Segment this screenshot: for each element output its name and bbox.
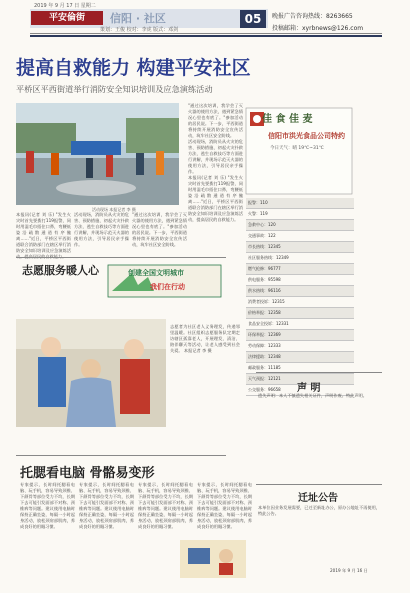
tech-headline: 托腮看电脑 骨骼易变形 — [20, 466, 155, 481]
relocation-divider — [256, 484, 382, 485]
header-divider — [30, 33, 382, 34]
article-lead: 本报讯(记者 刘 乐) "发生火灾时首先要拨打119报警，同时用湿毛巾捂住口鼻，弯腰低姿沿疏散通道有序撤离……"近日，平桥区平西街道联合消防部门在辖区举行消防安全知识培训及应急演练活 — [16, 212, 71, 253]
table-row: 环保举报：12369 — [246, 330, 354, 341]
submit-email: 投稿邮箱：xyrbnews@126.com — [272, 25, 364, 32]
page-number: 05 — [240, 10, 266, 28]
story-divider — [16, 257, 226, 258]
banner-line2: 我们在行动 — [150, 283, 185, 291]
table-row: 天气预报：12121 — [246, 374, 354, 385]
section-logo: 平安倫街 — [31, 11, 103, 25]
ad-company: 信阳市洪光食品公司特约 — [268, 132, 345, 140]
tech-col4: 专家提示，长时间托腮看电脑、玩手机，容易导致颈椎、下颌骨等部位受力不均，长期下去可能引发面部不对称、颈椎病等问题。建议使用电脑时保持正确坐姿，每隔一小时起身活动，放松颈肩部肌肉，养成良好的用眼习惯。 — [197, 482, 252, 529]
table-row: 供电服务：95598 — [246, 275, 354, 286]
table-row: 邮政服务：11185 — [246, 363, 354, 374]
volunteer-caption: 志愿者为社区老人义务理发，传递邻里温暖。社区组织志愿服务队定期走访辖区孤寡老人，开展理发、清洁、陪伴聊天等活动，让老人感受到社会关爱。 本报记者 李 摄 — [170, 324, 240, 353]
banner-line1: 创建全国文明城市 — [128, 269, 184, 277]
weather-line: 今日天气：晴 19℃~31℃ — [270, 146, 324, 151]
notice-divider — [256, 372, 382, 373]
table-row: 法律援助：12348 — [246, 352, 354, 363]
relocation-date: 2019 年 9 月 16 日 — [330, 568, 368, 573]
header-divider-thick — [30, 35, 382, 37]
ad-hotline: 晚报广告咨询热线：8263665 — [272, 13, 353, 20]
volunteer-photo — [16, 319, 166, 427]
hotline-table — [246, 198, 354, 396]
table-row: 供水热线：96116 — [246, 286, 354, 297]
section-name: 信阳 · 社区 — [110, 12, 166, 25]
table-row: 报警：110 — [246, 198, 354, 209]
tech-col2: 专家提示，长时间托腮看电脑、玩手机，容易导致颈椎、下颌骨等部位受力不均，长期下去可能引发面部不对称、颈椎病等问题。建议使用电脑时保持正确坐姿，每隔一小时起身活动，放松颈肩部肌肉，养成良好的用眼习惯。 — [79, 482, 134, 529]
story-divider-2 — [16, 455, 226, 456]
notice-title: 声 明 — [297, 383, 321, 394]
ad-brand-logo: 佳 食 佳 麦 — [262, 114, 313, 125]
article-col4: "通过这次培训，我学会了灭火器的使用方法，遇到紧急情况心里也有底了。"参加活动的居民说。下一步，平西街道将持续开展消防安全宣传活动，筑牢社区安全防线。 活动现场，消防员从火灾的危害、预防措施、初起火灾扑救方法、逃生自救技巧等方面进行讲解，并现场示范灭火器的使用方法，引导居民亲手操作。 本报讯(记者 刘 乐) "发生火灾时首先要拨打119报警，同时用湿毛巾捂住口鼻，弯腰低姿沿疏散通道有序撤离……"近日，平桥区平西街道联合消防部门在辖区举行消防安全知识培训及应急演练活动，提高居民的自救能力。 — [188, 103, 243, 222]
notice-body: 遗失声明：本人不慎遗失相关证件，声明作废。特此声明。 — [258, 393, 367, 398]
table-row: 社区服务热线：12349 — [246, 253, 354, 264]
tech-col3: 专家提示，长时间托腮看电脑、玩手机，容易导致颈椎、下颌骨等部位受力不均，长期下去可能引发面部不对称、颈椎病等问题。建议使用电脑时保持正确坐姿，每隔一小时起身活动，放松颈肩部肌肉，养成良好的用眼习惯。 — [138, 482, 193, 529]
table-row: 市长热线：12345 — [246, 242, 354, 253]
table-row: 公交服务：96658 — [246, 385, 354, 396]
article-photo — [16, 103, 179, 205]
relocation-title: 迁址公告 — [298, 493, 338, 504]
article-col2: 活动现场，消防员从火灾的危害、预防措施、初起火灾扑救方法、逃生自救技巧等方面进行讲解，并现场示范灭火器的使用方法，引导居民亲手操作。 — [74, 212, 129, 247]
issue-date: 2019 年 9 月 17 日 星期二 — [34, 3, 96, 9]
table-row: 急救中心：120 — [246, 220, 354, 231]
table-row: 消费者投诉：12315 — [246, 297, 354, 308]
table-row: 价格举报：12358 — [246, 308, 354, 319]
volunteer-headline: 志愿服务暖人心 — [22, 264, 99, 277]
table-row: 燃气抢修：96777 — [246, 264, 354, 275]
table-row: 交通事故：122 — [246, 231, 354, 242]
table-row: 劳动保障：12333 — [246, 341, 354, 352]
photo-caption: 活动现场 本报记者 李 摄 — [92, 207, 136, 212]
illustration — [180, 540, 246, 578]
table-row: 食品安全投诉：12331 — [246, 319, 354, 330]
article-col3: "通过这次培训，我学会了灭火器的使用方法，遇到紧急情况心里也有底了。"参加活动的居民说。下一步，平西街道将持续开展消防安全宣传活动，筑牢社区安全防线。 — [132, 212, 187, 247]
relocation-body: 本单位因业务发展需要，已迁至新址办公，原办公地址不再使用，特此公告。 — [258, 505, 380, 516]
article-headline: 提高自救能力 构建平安社区 — [16, 57, 251, 79]
editor-credits: 策划：王俊 校对：李虎 版式：邓剑 — [100, 27, 179, 33]
tech-col1: 专家提示，长时间托腮看电脑、玩手机，容易导致颈椎、下颌骨等部位受力不均，长期下去可能引发面部不对称、颈椎病等问题。建议使用电脑时保持正确坐姿，每隔一小时起身活动，放松颈肩部肌肉，养成良好的用眼习惯。 — [20, 482, 75, 529]
table-row: 火警：119 — [246, 209, 354, 220]
article-subheadline: 平桥区平西街道举行消防安全知识培训及应急演练活动 — [16, 84, 213, 94]
